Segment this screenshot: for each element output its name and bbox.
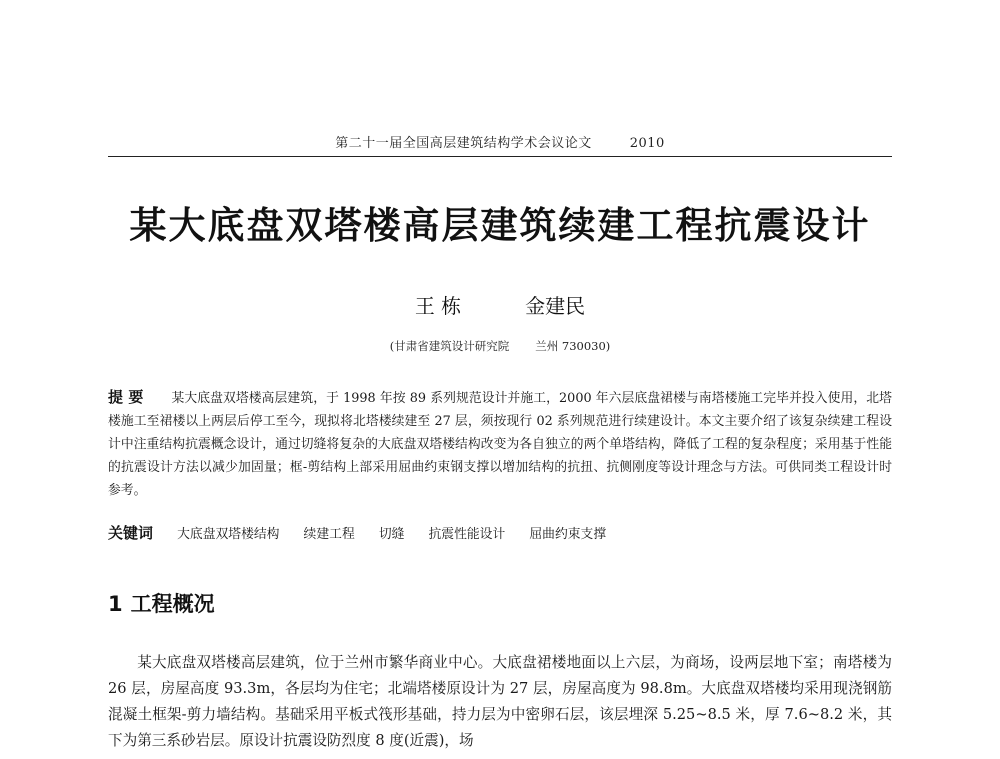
affiliation <box>0 338 1000 354</box>
keyword: 续建工程 <box>303 527 355 542</box>
conference-name: 第二十一届全国高层建筑结构学术会议论文 <box>335 136 592 151</box>
header-rule <box>108 156 892 157</box>
paper-title: 某大底盘双塔楼高层建筑续建工程抗震设计 <box>129 204 871 247</box>
keyword: 抗震性能设计 <box>428 527 506 542</box>
conference-year: 2010 <box>629 136 665 151</box>
keywords <box>108 522 892 546</box>
authors <box>0 290 1000 319</box>
section-heading <box>108 588 215 618</box>
abstract-text: 某大底盘双塔楼高层建筑，于 1998 年按 89 系列规范设计并施工，2000 年六层底盘裙楼与南塔楼施工完毕并投入使用，北塔楼施工至裙楼以上两层后停工至今，现拟将北塔楼续建至 27 层，须按现行 02 系列规范进行续建设计。本文主要介绍了该复杂续建工程设计中注重结构抗震概念设计，通过切缝将复杂的大底盘双塔楼结构改变为各自独立的两个单塔结构，降低了工程的复杂程度；采用基于性能的抗震设计方法以减少加固量；框-剪结构上部采用屈曲约束钢支撑以增加结构的抗扭、抗侧刚度等设计理念与方法。可供同类工程设计时参考。 <box>108 391 892 498</box>
keyword: 屈曲约束支撑 <box>529 527 607 542</box>
keyword: 大底盘双塔楼结构 <box>177 527 280 542</box>
section-number: 1 <box>108 592 123 616</box>
author-1: 王 栋 <box>414 294 462 318</box>
affiliation-org: (甘肃省建筑设计研究院 <box>389 339 510 353</box>
body-paragraph: 某大底盘双塔楼高层建筑，位于兰州市繁华商业中心。大底盘裙楼地面以上六层，为商场，设两层地下室；南塔楼为 26 层，房屋高度 93.3m，各层均为住宅；北端塔楼原设计为 27 层，房屋高度为 98.8m。大底盘双塔楼均采用现浇钢筋混凝土框架-剪力墙结构。基础采用平板式筏形基础，持力层为中密卵石层，该层埋深 5.25~8.5 米，厚 7.6~8.2 米，其下为第三系砂岩层。原设计抗震设防烈度 8 度(近震)，场 <box>108 654 892 749</box>
running-header <box>108 132 892 151</box>
abstract <box>108 386 892 502</box>
keyword: 切缝 <box>378 527 405 542</box>
keywords-label: 关键词 <box>108 524 154 542</box>
affiliation-place: 兰州 730030) <box>535 339 611 353</box>
abstract-label: 提 要 <box>108 388 144 406</box>
section-title: 工程概况 <box>130 592 215 616</box>
author-2: 金建民 <box>525 294 586 318</box>
